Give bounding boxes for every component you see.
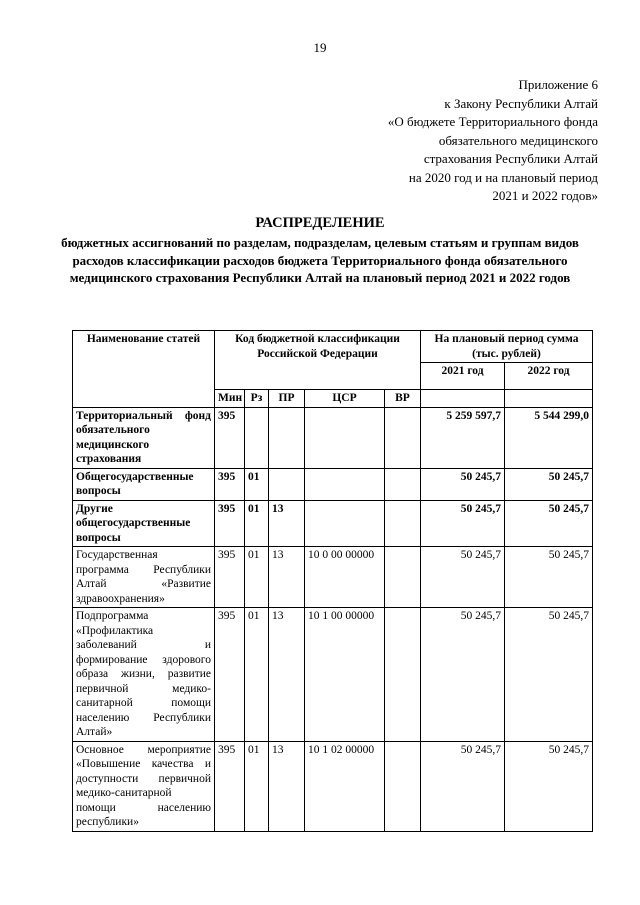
row-2022: 50 245,7: [505, 500, 593, 547]
row-pr: 13: [269, 741, 305, 831]
table-row: [73, 741, 593, 831]
appendix-line: страхования Республики Алтай: [423, 151, 598, 166]
row-2021: 50 245,7: [421, 608, 505, 742]
page-number: 19: [313, 40, 327, 55]
budget-table: [72, 330, 593, 832]
table-row: [73, 500, 593, 547]
header-empty: [421, 390, 505, 408]
header-name: Наименование статей: [73, 331, 215, 408]
row-2022: 50 245,7: [505, 468, 593, 500]
row-2022: 50 245,7: [505, 741, 593, 831]
row-rz: 01: [245, 547, 269, 608]
row-min: 395: [215, 468, 245, 500]
row-min: 395: [215, 741, 245, 831]
row-rz: 01: [245, 468, 269, 500]
appendix-line: обязательного медицинского: [438, 132, 598, 148]
row-csr: 10 1 02 00000: [305, 741, 385, 831]
header-rz: Рз: [245, 390, 269, 408]
row-pr: 13: [269, 547, 305, 608]
header-min: Мин: [215, 390, 245, 408]
row-pr: 13: [269, 608, 305, 742]
appendix-line: 2021 и 2022 годов»: [492, 188, 598, 203]
row-min: 395: [215, 547, 245, 608]
row-name: Основное мероприятие «Повышение качества и доступности первичной медико-санитарной помощи населению республики»: [73, 741, 215, 831]
row-csr: [305, 500, 385, 547]
row-2022: 5 544 299,0: [505, 407, 593, 468]
row-csr: 10 1 00 00000: [305, 608, 385, 742]
row-rz: [245, 407, 269, 468]
header-vr: ВР: [385, 390, 421, 408]
row-pr: 13: [269, 500, 305, 547]
row-min: 395: [215, 407, 245, 468]
row-2021: 50 245,7: [421, 547, 505, 608]
header-2021: 2021 год: [421, 363, 505, 390]
title-subtitle: бюджетных ассигнований по разделам, подразделам, целевым статьям и группам видов расходов классификации расходов бюджета Территориального фонда обязательного медицинского страхования Республики Алтай на плановый период 2021 и 2022 годов: [61, 235, 579, 285]
row-2022: 50 245,7: [505, 547, 593, 608]
row-csr: 10 0 00 00000: [305, 547, 385, 608]
appendix-line: на 2020 год и на плановый период: [408, 169, 598, 185]
row-vr: [385, 741, 421, 831]
row-csr: [305, 468, 385, 500]
row-pr: [269, 468, 305, 500]
row-rz: 01: [245, 500, 269, 547]
header-pr: ПР: [269, 390, 305, 408]
document-title: [60, 214, 580, 287]
appendix-line: к Закону Республики Алтай: [444, 95, 598, 111]
header-csr: ЦСР: [305, 390, 385, 408]
row-2021: 50 245,7: [421, 741, 505, 831]
row-2021: 5 259 597,7: [421, 407, 505, 468]
row-pr: [269, 407, 305, 468]
row-rz: 01: [245, 741, 269, 831]
row-2021: 50 245,7: [421, 500, 505, 547]
row-vr: [385, 407, 421, 468]
header-2022: 2022 год: [505, 363, 593, 390]
title-main: РАСПРЕДЕЛЕНИЕ: [255, 215, 385, 231]
table-row: [73, 608, 593, 742]
appendix-line: «О бюджете Территориального фонда: [387, 114, 598, 129]
header-code-group: Код бюджетной классификации Российской Федерации: [215, 331, 421, 390]
row-vr: [385, 608, 421, 742]
row-rz: 01: [245, 608, 269, 742]
row-vr: [385, 547, 421, 608]
row-name: Подпрограмма «Профилактика заболеваний и формирование здорового образа жизни, развитие первичной медико-санитарной помощи населению Республики Алтай»: [73, 608, 215, 742]
row-vr: [385, 468, 421, 500]
appendix-header: [278, 76, 598, 206]
table-row: [73, 468, 593, 500]
row-name: Территориальный фонд обязательного медицинского страхования: [73, 407, 215, 468]
row-2022: 50 245,7: [505, 608, 593, 742]
row-name: Государственная программа Республики Алтай «Развитие здравоохранения»: [73, 547, 215, 608]
table-row: [73, 547, 593, 608]
row-name: Другие общегосударственные вопросы: [73, 500, 215, 547]
header-period-group: На плановый период сумма (тыс. рублей): [421, 331, 593, 363]
row-2021: 50 245,7: [421, 468, 505, 500]
row-name: Общегосударственные вопросы: [73, 468, 215, 500]
header-empty: [505, 390, 593, 408]
table-row: [73, 407, 593, 468]
row-min: 395: [215, 500, 245, 547]
row-vr: [385, 500, 421, 547]
appendix-line: Приложение 6: [518, 77, 598, 92]
row-csr: [305, 407, 385, 468]
row-min: 395: [215, 608, 245, 742]
